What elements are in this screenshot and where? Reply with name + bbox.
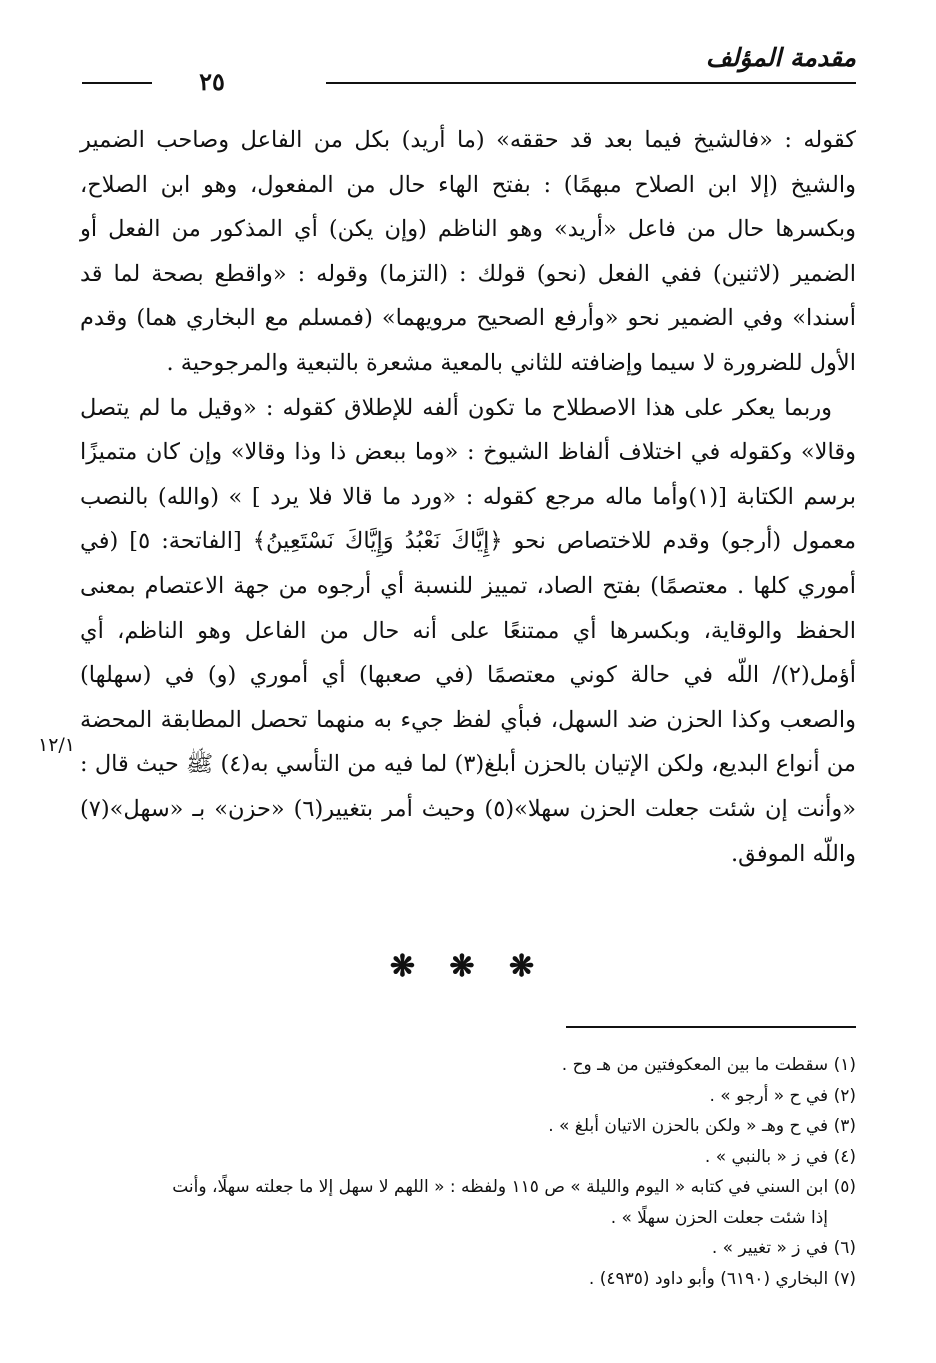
footnote-item: (٦) في ز « تغيير » . <box>711 1238 856 1258</box>
footnote-continuation <box>80 1203 856 1234</box>
main-text <box>80 118 856 876</box>
footnote-continuation-text: إذا شئت جعلت الحزن سهلًا » . <box>610 1207 828 1228</box>
manuscript-folio-reference: ١٢/١ <box>38 734 76 756</box>
footnote-item: (١) سقطت ما بين المعكوفتين من هـ وح . <box>561 1055 856 1075</box>
footnote-item: (٢) في ح « أرجو » . <box>709 1085 856 1106</box>
header-rule-left <box>82 82 152 84</box>
footnote-item: (٤) في ز « بالنبي » . <box>704 1146 856 1167</box>
footnote-item: (٣) في ح وهـ « ولكن بالحزن الاتيان أبلغ » . <box>548 1116 856 1136</box>
section-separator: ❋ ❋ ❋ <box>389 949 547 984</box>
running-title: مقدمة المؤلف <box>705 43 856 72</box>
footnote-rule <box>566 1026 856 1028</box>
footnote-item: (٥) ابن السني في كتابه « اليوم والليلة » ص ١١٥ ولفظه : « اللهم لا سهل إلا ما جعلته سهلًا، وأنت <box>172 1177 856 1197</box>
header-rule-right <box>326 82 856 84</box>
page-number: ٢٥ <box>199 67 225 96</box>
footnotes-list <box>80 1050 856 1294</box>
paragraph: وربما يعكر على هذا الاصطلاح ما تكون ألفه للإطلاق كقوله : «وقيل ما لم يتصل وقالا» وكقوله في اختلاف ألفاظ الشيوخ : «وما ببعض ذا وذا وقالا» وإن كان متميزًا برسم الكتابة [(١)وأما ماله مرجع كقوله : «ورد ما قالا فلا يرد ] » (والله) بالنصب معمول (أرجو) وقدم للاختصاص نحو ﴿إِيَّاكَ نَعْبُدُ وَإِيَّاكَ نَسْتَعِينُ﴾ [الفاتحة: ٥] (في أموري كلها . معتصمًا) بفتح الصاد، تمييز للنسبة أي أرجوه من جهة الاعتصام بمعنى الحفظ والوقاية، وبكسرها أي ممتنعًا على أنه حال من الفاعل وهو الناظم، أي أؤمل(٢)/ اللّه في حالة كوني معتصمًا (في صعبها) أي أموري (و) في (سهلها) والصعب وكذا الحزن ضد السهل، فبأي لفظ جيء به منهما تحصل المطابقة المحضة من أنواع البديع، ولكن الإتيان بالحزن أبلغ(٣) لما فيه من التأسي به(٤) ﷺ حيث قال : «وأنت إن شئت جعلت الحزن سهلا»(٥) وحيث أمر بتغيير(٦) «حزن» بـ «سهل»(٧) واللّه الموفق. <box>80 394 857 867</box>
footnote-item: (٧) البخاري (٦١٩٠) وأبو داود (٤٩٣٥) . <box>588 1268 856 1289</box>
paragraph: كقوله : «فالشيخ فيما بعد قد حققه» (ما أريد) بكل من الفاعل وصاحب الضمير والشيخ (إلا ابن الصلاح مبهمًا) : بفتح الهاء حال من المفعول، وهو ابن الصلاح، وبكسرها حال من فاعل «أريد» وهو الناظم (وإن يكن) أي المذكور من الفعل أو الضمير (لاثنين) ففي الفعل (نحو) قولك : (التزما) وقوله : «واقطع بصحة لما قد أسندا» وفي الضمير نحو «وأرفع الصحيح مرويهما» (فمسلم مع البخاري هما) وقدم الأول للضرورة لا سيما وإضافته للثاني بالمعية مشعرة بالتبعية والمرجوحية . <box>80 127 856 376</box>
